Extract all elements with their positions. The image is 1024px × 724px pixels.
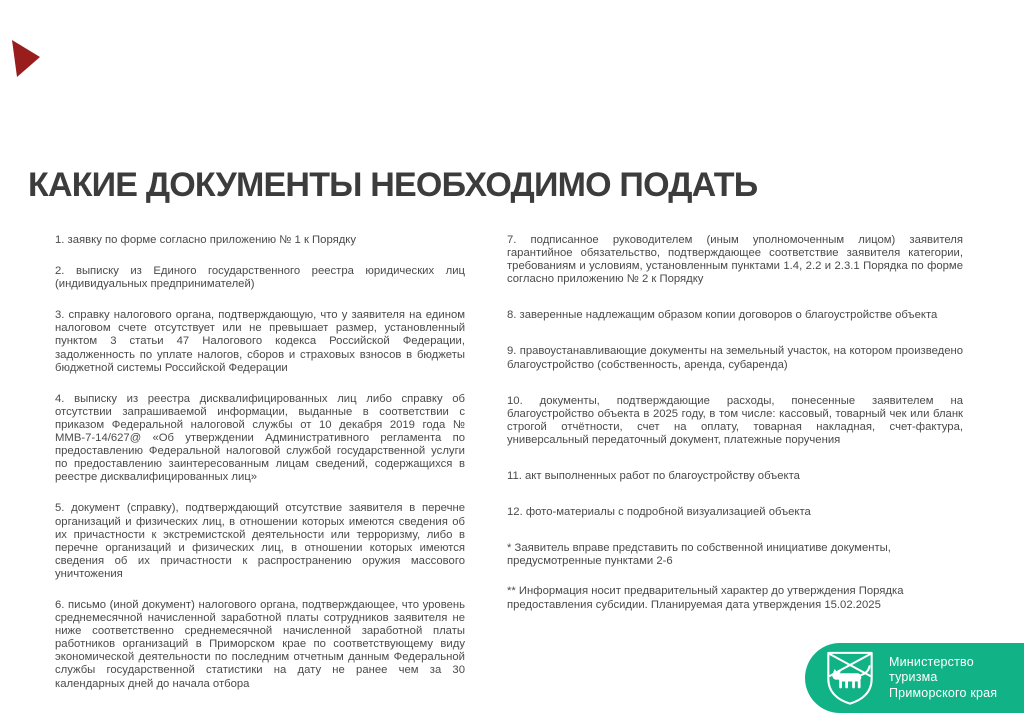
document-item: 4. выписку из реестра дисквалифицированных лиц либо справку об отсутствии запрашиваемой информации, выданные в соответствии с приказом Федеральной налоговой службы от 10 декабря 2019 года № ММВ-7-14/627@ «Об утверждении Административного регламента по предоставлению Федеральной налоговой службой государственной услуги по предоставлению заинтересованным лицам сведений, содержащихся в реестре дисквалифицированных лиц» — [55, 392, 465, 484]
document-item: 3. справку налогового органа, подтверждающую, что у заявителя на едином налоговом счете отсутствует или не превышает размер, установленный пунктом 3 статьи 47 Налогового кодекса Российской Федерации, задолженность по уплате налогов, сборов и страховых взносов в бюджеты бюджетной системы Российской Федерации — [55, 309, 465, 374]
document-item: 2. выписку из Единого государственного реестра юридических лиц (индивидуальных предпринимателей) — [55, 265, 465, 291]
coat-of-arms-icon — [824, 650, 876, 706]
tiger-icon — [832, 669, 861, 689]
document-item: 12. фото-материалы с подробной визуализацией объекта — [507, 506, 811, 519]
left-column — [55, 234, 465, 709]
content-columns — [55, 234, 963, 709]
corner-marker-icon — [10, 40, 42, 78]
ministry-name-line: Приморского края — [889, 685, 998, 700]
footnote: ** Информация носит предварительный характер до утверждения Порядка предоставления субсидии. Планируемая дата утверждения 15.02.2025 — [507, 585, 904, 611]
document-item: 7. подписанное руководителем (иным уполномоченным лицом) заявителя гарантийное обязательство, подтверждающее соответствие заявителя категории, требованиям и условиям, установленным пунктами 1.4, 2.2 и 2.3.1 Порядка по форме согласно приложению № 2 к Порядку — [507, 234, 963, 286]
corner-marker-shape — [12, 40, 40, 77]
document-item: 6. письмо (иной документ) налогового органа, подтверждающее, что уровень среднемесячной начисленной заработной платы сотрудников заявителя не ниже соответственно среднемесячной начисленной заработной платы работников организаций в Приморском крае по соответствующему виду экономической деятельности по последним отчетным данным Федеральной службы государственной статистики на дату не ранее чем за 30 календарных дней до начала отбора — [55, 598, 465, 690]
ministry-name — [889, 655, 997, 702]
document-item: 5. документ (справку), подтверждающий отсутствие заявителя в перечне организаций и физических лиц, в отношении которых имеются сведения об их причастности к экстремистской деятельности или терроризму, либо в перечне организаций и физических лиц, в отношении которых имеются сведения об их причастности к распространению оружия массового уничтожения — [55, 502, 465, 580]
document-item: 1. заявку по форме согласно приложению № 1 к Порядку — [55, 234, 357, 246]
document-item: 8. заверенные надлежащим образом копии договоров о благоустройстве объекта — [507, 309, 938, 322]
document-item: 9. правоустанавливающие документы на земельный участок, на котором произведено благоустройство (собственность, аренда, субаренда) — [507, 345, 963, 371]
footnote: * Заявитель вправе представить по собственной инициативе документы, предусмотренные пунктами 2-6 — [507, 542, 891, 568]
page-title: КАКИЕ ДОКУМЕНТЫ НЕОБХОДИМО ПОДАТЬ — [28, 166, 758, 204]
ministry-name-line: туризма — [889, 670, 938, 685]
document-item: 11. акт выполненных работ по благоустройству объекта — [507, 470, 800, 483]
ministry-name-line: Министерство — [889, 654, 974, 669]
document-item: 10. документы, подтверждающие расходы, понесенные заявителем на благоустройство объекта в 2025 году, в том числе: кассовый, товарный чек или бланк строгой отчётности, счет на оплату, товарная накладная, счет-фактура, универсальный передаточный документ, платежные поручения — [507, 394, 963, 446]
right-column — [507, 234, 963, 709]
ministry-logo — [805, 643, 1024, 713]
